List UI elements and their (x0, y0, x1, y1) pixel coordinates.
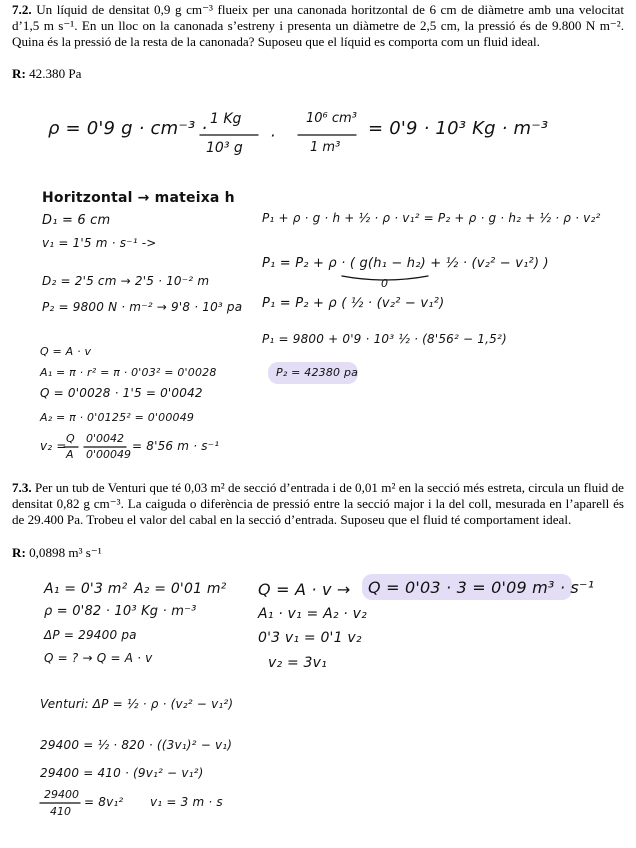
continuity-3: v₂ = 3v₁ (268, 655, 327, 671)
density-conversion-lhs: ρ = 0'9 g · cm⁻³ · (48, 118, 208, 139)
bernoulli-step-3: P₁ = P₂ + ρ ( ½ · (v₂² − v₁²) (262, 296, 445, 311)
bernoulli-equation: P₁ + ρ · g · h + ½ · ρ · v₁² = P₂ + ρ · g · h₂ + ½ · ρ · v₂² (262, 211, 601, 225)
fraction-1-denominator: 10³ g (206, 140, 243, 156)
zero-annotation: 0 (381, 277, 389, 290)
velocity-2-denominator: 0'00049 (86, 448, 132, 461)
continuity-1: A₁ · v₁ = A₂ · v₂ (258, 606, 367, 622)
velocity-2-numerator: 0'0042 (86, 432, 125, 445)
fraction-1-numerator: 1 Kg (210, 111, 242, 127)
velocity-1: v₁ = 1'5 m · s⁻¹ -> (42, 236, 157, 250)
area-1: A₁ = π · r² = π · 0'03² = 0'0028 (40, 366, 217, 379)
problem-number: 7.3. (12, 480, 32, 495)
answer-value: 42.380 Pa (29, 66, 82, 81)
bernoulli-step-2: P₁ = P₂ + ρ · ( g(h₁ − h₂) + ½ · (v₂² − v₁²) ) (262, 256, 549, 271)
velocity-2-A: A (66, 448, 74, 461)
problem-text: Per un tub de Venturi que té 0,03 m² de secció d’entrada i de 0,01 m² en la secció més estreta, circula un fluid de densitat 0,82 g cm⁻³. La caiguda o diferència de pressió entre la secció major i la del coll, mesurada en l’aparell és de 29.400 Pa. Trobeu el valor del cabal en la secció d’entrada. Suposeu que el fluid té comportament ideal. (12, 480, 624, 528)
pressure-2: P₂ = 9800 N · m⁻² → 9'8 · 10³ pa (42, 300, 243, 314)
density-conversion-rhs: = 0'9 · 10³ Kg · m⁻³ (368, 118, 549, 139)
venturi-step-1: 29400 = ½ · 820 · ((3v₁)² − v₁) (40, 738, 233, 752)
flow-definition: Q = A · v (40, 345, 92, 358)
flow-unknown: Q = ? → Q = A · v (44, 651, 153, 665)
horizontal-heading: Horitzontal → mateixa h (42, 190, 235, 206)
velocity-2-Q: Q (66, 432, 75, 445)
area-entry: A₁ = 0'3 m² (44, 581, 128, 597)
venturi-step-3-denominator: 410 (50, 805, 71, 818)
result-p2: P₂ = 42380 pa (276, 366, 359, 379)
zero-underbrace (342, 276, 428, 280)
venturi-equation: Venturi: ΔP = ½ · ρ · (v₂² − v₁²) (40, 697, 234, 711)
venturi-step-2: 29400 = 410 · (9v₁² − v₁²) (40, 766, 204, 780)
density: ρ = 0'82 · 10³ Kg · m⁻³ (44, 604, 197, 619)
velocity-2-lhs: v₂ = (40, 439, 67, 453)
diameter-2: D₂ = 2'5 cm → 2'5 · 10⁻² m (42, 274, 210, 288)
diameter-1: D₁ = 6 cm (42, 213, 111, 228)
velocity-2-result: = 8'56 m · s⁻¹ (132, 439, 220, 453)
venturi-step-3-rhs: = 8v₁² (84, 795, 124, 809)
venturi-step-3-numerator: 29400 (44, 788, 79, 801)
continuity-2: 0'3 v₁ = 0'1 v₂ (258, 630, 362, 646)
flow-definition: Q = A · v → (258, 580, 351, 599)
problem-number: 7.2. (12, 2, 32, 17)
bernoulli-step-4: P₁ = 9800 + 0'9 · 10³ ½ · (8'56² − 1,5²) (262, 332, 507, 346)
fraction-2-denominator: 1 m³ (310, 140, 341, 155)
area-2: A₂ = π · 0'0125² = 0'00049 (40, 411, 195, 424)
dot-separator: · (270, 126, 276, 145)
area-throat: A₂ = 0'01 m² (134, 581, 227, 597)
flow-result: Q = 0'03 · 3 = 0'09 m³ · s⁻¹ (368, 578, 595, 597)
answer-value: 0,0898 m³ s⁻¹ (29, 545, 102, 560)
problem-text: Un líquid de densitat 0,9 g cm⁻³ flueix per una canonada horitzontal de 6 cm de diàmetre amb una velocitat d’1,5 m s⁻¹. En un lloc on la canonada s’estreny i presenta un diàmetre de 2,5 cm, la pressió és de 9.800 N m⁻². Quina és la pressió de la resta de la canonada? Suposeu que el líquid es comporta com un fluid ideal. (12, 2, 625, 50)
answer-label: R: (12, 66, 26, 81)
velocity-1-result: v₁ = 3 m · s (150, 795, 223, 809)
pressure-drop: ΔP = 29400 pa (44, 628, 137, 642)
fraction-2-numerator: 10⁶ cm³ (306, 111, 357, 126)
flow-calc: Q = 0'0028 · 1'5 = 0'0042 (40, 386, 203, 400)
answer-label: R: (12, 545, 26, 560)
